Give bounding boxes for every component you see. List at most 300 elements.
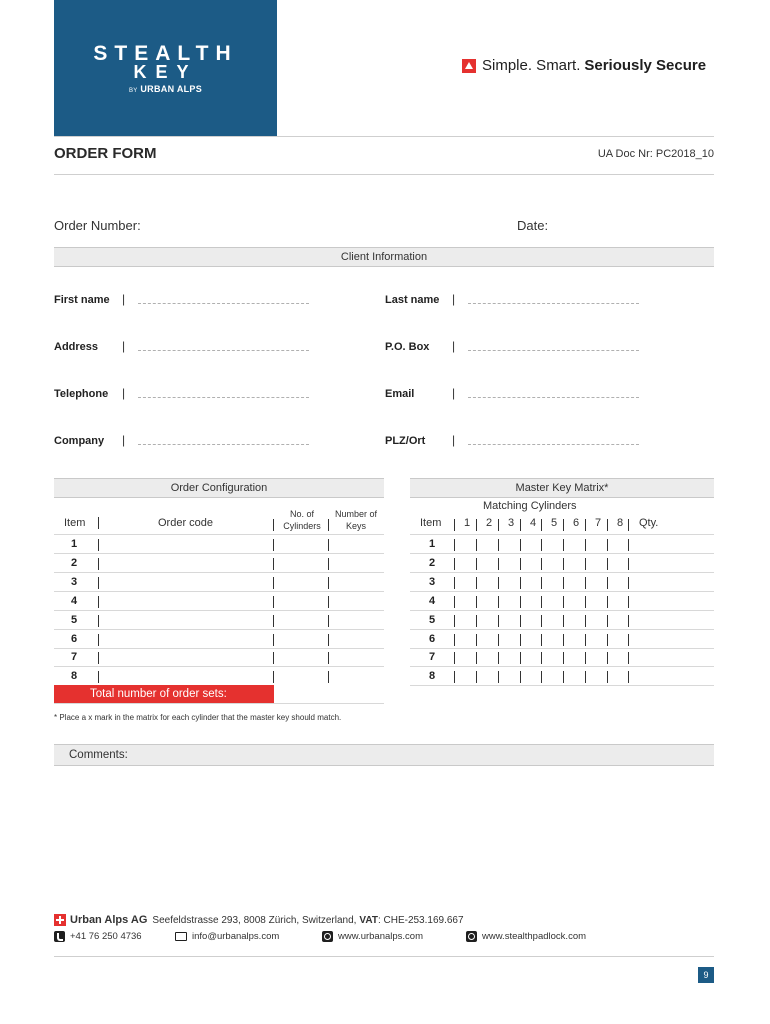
matrix-cell[interactable]	[565, 576, 583, 590]
separator	[607, 596, 608, 608]
matrix-cell[interactable]	[565, 633, 583, 647]
separator	[563, 634, 564, 646]
separator	[476, 596, 477, 608]
matrix-cell[interactable]	[500, 633, 518, 647]
separator	[520, 577, 521, 589]
separator	[607, 558, 608, 570]
matrix-cell[interactable]	[587, 538, 605, 552]
separator	[498, 558, 499, 570]
order-config-header: Order Configuration	[54, 478, 384, 498]
separator	[476, 671, 477, 683]
separator	[585, 519, 586, 531]
matrix-row-number: 5	[429, 613, 436, 626]
separator	[98, 558, 99, 570]
matrix-cell[interactable]	[522, 576, 540, 590]
first-name-field[interactable]	[138, 303, 309, 304]
matrix-row-number: 1	[429, 538, 436, 550]
email-field[interactable]	[468, 397, 639, 398]
separator	[607, 634, 608, 646]
separator	[273, 577, 274, 589]
row-divider	[54, 591, 384, 592]
divider	[54, 136, 714, 137]
separator	[520, 596, 521, 608]
matrix-cell[interactable]	[456, 670, 474, 684]
separator	[628, 539, 629, 551]
separator	[607, 539, 608, 551]
matrix-row-number: 4	[429, 594, 436, 607]
separator	[563, 652, 564, 664]
separator	[607, 615, 608, 627]
matrix-cell[interactable]	[478, 614, 496, 628]
separator	[98, 671, 99, 683]
row-divider	[54, 610, 384, 611]
separator	[328, 652, 329, 664]
matrix-cell[interactable]	[565, 595, 583, 609]
matrix-cell[interactable]	[522, 595, 540, 609]
matrix-col-header: 2	[486, 517, 493, 529]
logo-byline	[54, 84, 277, 94]
row-divider	[410, 572, 714, 573]
footer-website1[interactable]	[322, 931, 423, 942]
matrix-cell[interactable]	[565, 557, 583, 571]
separator: |	[122, 386, 126, 400]
matrix-cell[interactable]	[500, 651, 518, 665]
separator	[476, 634, 477, 646]
matrix-cell[interactable]	[543, 651, 561, 665]
separator	[454, 615, 455, 627]
matrix-cell[interactable]	[522, 538, 540, 552]
doc-number: UA Doc Nr: PC2018_10	[597, 148, 714, 160]
matrix-cell[interactable]	[565, 651, 583, 665]
order-code-cell[interactable]	[100, 670, 272, 684]
separator	[476, 519, 477, 531]
first-name-label: First name	[54, 294, 110, 306]
separator	[628, 596, 629, 608]
separator	[585, 539, 586, 551]
matrix-cell[interactable]	[609, 557, 627, 571]
matrix-cell[interactable]	[609, 670, 627, 684]
separator	[98, 652, 99, 664]
separator	[476, 652, 477, 664]
order-row-number: 8	[71, 670, 78, 683]
separator	[454, 652, 455, 664]
separator	[476, 558, 477, 570]
address-field[interactable]	[138, 350, 309, 351]
separator	[563, 671, 564, 683]
row-divider	[54, 648, 384, 649]
row-divider	[410, 534, 714, 535]
separator	[585, 577, 586, 589]
matrix-cell[interactable]	[543, 633, 561, 647]
matrix-cell[interactable]	[522, 557, 540, 571]
matrix-cell[interactable]	[500, 670, 518, 684]
separator	[98, 596, 99, 608]
swiss-flag-icon	[54, 914, 66, 926]
separator: |	[122, 339, 126, 353]
separator	[520, 558, 521, 570]
separator	[273, 539, 274, 551]
separator	[476, 577, 477, 589]
matrix-cell[interactable]	[456, 614, 474, 628]
separator	[563, 615, 564, 627]
separator	[541, 596, 542, 608]
matrix-cell[interactable]	[609, 595, 627, 609]
separator	[607, 671, 608, 683]
plz-ort-field[interactable]	[468, 444, 639, 445]
separator	[520, 634, 521, 646]
separator: |	[452, 339, 456, 353]
matrix-col-header: 3	[508, 517, 515, 529]
matrix-cell[interactable]	[565, 614, 583, 628]
total-order-sets: Total number of order sets:	[54, 685, 274, 703]
order-row-number: 3	[71, 575, 78, 588]
matrix-cell[interactable]	[500, 557, 518, 571]
matrix-cell[interactable]	[543, 557, 561, 571]
address-label: Address	[54, 341, 99, 353]
matrix-cell[interactable]	[609, 538, 627, 552]
separator	[520, 519, 521, 531]
matrix-col-header: 5	[551, 517, 558, 529]
matrix-item-header: Item	[420, 517, 442, 529]
order-code-cell[interactable]	[100, 595, 272, 609]
matrix-cell[interactable]	[587, 651, 605, 665]
matrix-row-number: 6	[429, 632, 436, 645]
matrix-cell[interactable]	[609, 576, 627, 590]
separator	[520, 652, 521, 664]
matrix-cell[interactable]	[456, 576, 474, 590]
separator: |	[452, 386, 456, 400]
matrix-cell[interactable]	[587, 633, 605, 647]
row-divider	[410, 610, 714, 611]
order-item-header: Item	[64, 517, 86, 529]
logo-line2: KEY	[133, 62, 198, 82]
separator	[541, 671, 542, 683]
website1-text[interactable]: www.urbanalps.com	[338, 931, 424, 942]
matrix-row-number: 3	[429, 575, 436, 588]
master-key-header: Master Key Matrix*	[410, 478, 714, 498]
separator	[454, 577, 455, 589]
matrix-cell[interactable]	[543, 595, 561, 609]
vat-label: VAT	[359, 914, 378, 926]
plz-ort-label: PLZ/Ort	[385, 435, 426, 447]
matrix-footnote: * Place a x mark in the matrix for each cylinder that the master key should match.	[54, 713, 342, 722]
matrix-cell[interactable]	[587, 595, 605, 609]
separator	[454, 519, 455, 531]
footer-website2[interactable]	[466, 931, 586, 942]
separator	[628, 519, 629, 531]
separator	[607, 577, 608, 589]
separator	[328, 615, 329, 627]
matrix-cell[interactable]	[522, 670, 540, 684]
divider	[54, 174, 714, 175]
matrix-cell[interactable]	[565, 538, 583, 552]
separator	[628, 634, 629, 646]
matrix-cell[interactable]	[500, 576, 518, 590]
separator: |	[122, 292, 126, 306]
page-number: 9	[698, 967, 714, 983]
separator	[585, 634, 586, 646]
separator	[454, 671, 455, 683]
matrix-cell[interactable]	[456, 633, 474, 647]
separator	[98, 577, 99, 589]
cylinders-header-line1: No. of	[289, 509, 314, 519]
matrix-row-number: 2	[429, 556, 436, 569]
matrix-cell[interactable]	[565, 670, 583, 684]
separator	[628, 577, 629, 589]
separator	[607, 519, 608, 531]
separator	[541, 652, 542, 664]
separator	[541, 634, 542, 646]
separator	[541, 539, 542, 551]
client-info-header: Client Information	[54, 247, 714, 267]
separator	[328, 634, 329, 646]
separator	[520, 539, 521, 551]
separator	[273, 615, 274, 627]
separator	[541, 558, 542, 570]
po-box-label: P.O. Box	[385, 341, 430, 353]
separator	[498, 519, 499, 531]
separator	[498, 634, 499, 646]
separator	[328, 671, 329, 683]
order-row-number: 6	[71, 632, 78, 645]
matrix-cell[interactable]	[587, 614, 605, 628]
telephone-field[interactable]	[138, 397, 309, 398]
row-divider	[410, 629, 714, 630]
separator: |	[452, 433, 456, 447]
qty-header: Qty.	[639, 517, 659, 529]
order-row-number: 7	[71, 651, 78, 664]
separator	[328, 596, 329, 608]
separator	[585, 652, 586, 664]
order-code-cell[interactable]	[100, 633, 272, 647]
separator: |	[452, 292, 456, 306]
separator	[498, 596, 499, 608]
separator	[585, 558, 586, 570]
matrix-col-header: 8	[617, 517, 624, 529]
matrix-row-number: 8	[429, 670, 436, 683]
separator	[98, 634, 99, 646]
separator	[498, 577, 499, 589]
footer-email[interactable]	[175, 931, 279, 942]
matrix-cell[interactable]	[478, 633, 496, 647]
matrix-cell[interactable]	[478, 576, 496, 590]
tagline-plain: Simple. Smart.	[482, 57, 581, 74]
separator	[541, 615, 542, 627]
matrix-cell[interactable]	[609, 633, 627, 647]
separator	[628, 615, 629, 627]
matrix-cell[interactable]	[456, 651, 474, 665]
warning-triangle-icon	[462, 59, 476, 73]
separator	[476, 615, 477, 627]
separator	[273, 519, 274, 531]
separator	[541, 519, 542, 531]
separator	[273, 634, 274, 646]
globe-icon	[466, 931, 477, 942]
matrix-col-header: 7	[595, 517, 602, 529]
row-divider	[54, 629, 384, 630]
separator	[607, 652, 608, 664]
separator	[273, 671, 274, 683]
row-divider	[54, 703, 384, 704]
cylinders-header	[278, 508, 326, 532]
website2-text[interactable]: www.stealthpadlock.com	[482, 931, 587, 942]
order-row-number: 2	[71, 556, 78, 569]
order-code-header: Order code	[158, 517, 214, 529]
keys-header-line1: Number of	[334, 509, 378, 519]
separator	[328, 558, 329, 570]
row-divider	[54, 666, 384, 667]
order-code-cell[interactable]	[100, 651, 272, 665]
row-divider	[410, 648, 714, 649]
footer-company	[54, 914, 464, 926]
separator	[98, 615, 99, 627]
matrix-cell[interactable]	[478, 595, 496, 609]
matrix-cell[interactable]	[478, 557, 496, 571]
separator	[328, 519, 329, 531]
last-name-field[interactable]	[468, 303, 639, 304]
comments-area[interactable]	[54, 767, 714, 897]
divider	[54, 956, 714, 957]
matrix-cell[interactable]	[587, 576, 605, 590]
logo-by: BY	[128, 88, 138, 94]
matrix-cell[interactable]	[543, 670, 561, 684]
matrix-row-number: 7	[429, 651, 436, 664]
separator	[328, 577, 329, 589]
phone-icon	[54, 931, 65, 942]
separator	[454, 558, 455, 570]
order-row-number: 4	[71, 594, 78, 607]
separator	[273, 652, 274, 664]
separator	[563, 539, 564, 551]
date-label: Date:	[517, 218, 549, 233]
matrix-cell[interactable]	[456, 557, 474, 571]
telephone-label: Telephone	[54, 388, 109, 400]
separator	[476, 539, 477, 551]
separator	[498, 539, 499, 551]
matrix-col-header: 6	[573, 517, 580, 529]
last-name-label: Last name	[385, 294, 440, 306]
matrix-cell[interactable]	[522, 651, 540, 665]
company-address: Seefeldstrasse 293, 8008 Zürich, Switzerland,	[152, 914, 357, 926]
separator	[628, 558, 629, 570]
matrix-cell[interactable]	[456, 538, 474, 552]
separator	[273, 596, 274, 608]
po-box-field[interactable]	[468, 350, 639, 351]
keys-header-line2: Keys	[345, 521, 366, 531]
separator	[498, 671, 499, 683]
separator	[585, 596, 586, 608]
mail-icon	[175, 932, 187, 941]
matrix-cell[interactable]	[522, 633, 540, 647]
matrix-cell[interactable]	[500, 538, 518, 552]
company-name: Urban Alps AG	[70, 914, 148, 926]
matrix-cell[interactable]	[587, 557, 605, 571]
row-divider	[54, 553, 384, 554]
separator	[454, 634, 455, 646]
matrix-cell[interactable]	[609, 614, 627, 628]
separator	[541, 577, 542, 589]
cylinders-header-line2: Cylinders	[283, 521, 321, 531]
page-title: ORDER FORM	[54, 145, 157, 162]
row-divider	[54, 534, 384, 535]
separator	[454, 539, 455, 551]
separator	[585, 671, 586, 683]
globe-icon	[322, 931, 333, 942]
logo-brand: URBAN ALPS	[140, 84, 203, 94]
matrix-cell[interactable]	[500, 614, 518, 628]
matrix-cell[interactable]	[500, 595, 518, 609]
order-row-number: 1	[71, 538, 78, 550]
vat-value: : CHE-253.169.667	[377, 914, 464, 926]
matrix-cell[interactable]	[522, 614, 540, 628]
separator	[498, 652, 499, 664]
row-divider	[54, 572, 384, 573]
matrix-col-header: 1	[464, 517, 471, 529]
matrix-cell[interactable]	[587, 670, 605, 684]
order-code-cell[interactable]	[100, 557, 272, 571]
matrix-cell[interactable]	[456, 595, 474, 609]
keys-header	[332, 508, 380, 532]
order-code-cell[interactable]	[100, 538, 272, 552]
company-label: Company	[54, 435, 105, 447]
email-label: Email	[385, 388, 415, 400]
separator	[628, 671, 629, 683]
separator	[563, 596, 564, 608]
separator: |	[122, 433, 126, 447]
order-code-cell[interactable]	[100, 614, 272, 628]
matrix-cell[interactable]	[478, 538, 496, 552]
row-divider	[410, 591, 714, 592]
matrix-cell[interactable]	[478, 651, 496, 665]
separator	[585, 615, 586, 627]
matrix-cell[interactable]	[543, 614, 561, 628]
logo-line1: STEALTH	[93, 42, 238, 65]
separator	[328, 539, 329, 551]
separator	[98, 539, 99, 551]
matrix-col-header: 4	[530, 517, 537, 529]
separator	[563, 519, 564, 531]
order-code-cell[interactable]	[100, 576, 272, 590]
order-number-label: Order Number:	[54, 218, 141, 233]
separator	[520, 615, 521, 627]
separator	[563, 577, 564, 589]
matrix-cell[interactable]	[478, 670, 496, 684]
matching-cylinders-label: Matching Cylinders	[483, 500, 577, 512]
separator	[520, 671, 521, 683]
company-field[interactable]	[138, 444, 309, 445]
matrix-cell[interactable]	[543, 538, 561, 552]
row-divider	[410, 685, 714, 686]
separator	[563, 558, 564, 570]
matrix-cell[interactable]	[609, 651, 627, 665]
separator	[273, 558, 274, 570]
separator	[498, 615, 499, 627]
footer-phone	[54, 931, 142, 942]
tagline	[462, 57, 706, 74]
separator	[628, 652, 629, 664]
separator	[98, 517, 99, 529]
order-row-number: 5	[71, 613, 78, 626]
separator	[454, 596, 455, 608]
row-divider	[410, 666, 714, 667]
phone-text: +41 76 250 4736	[70, 931, 142, 942]
comments-label: Comments:	[54, 744, 714, 766]
matrix-cell[interactable]	[543, 576, 561, 590]
brand-logo	[54, 0, 277, 136]
row-divider	[410, 553, 714, 554]
email-text[interactable]: info@urbanalps.com	[192, 931, 280, 942]
tagline-bold: Seriously Secure	[584, 57, 707, 74]
